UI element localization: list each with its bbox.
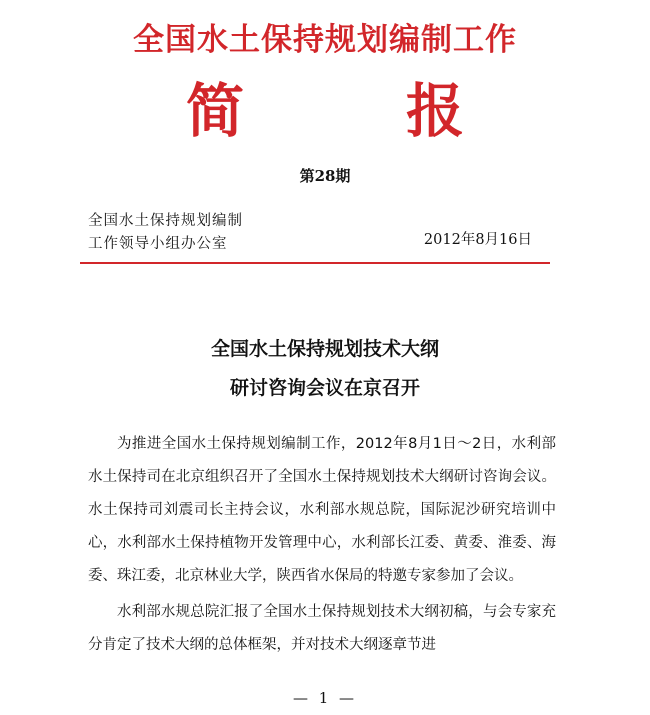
paragraph-1: 为推进全国水土保持规划编制工作，2012年8月1日～2日，水利部水土保持司在北京组织召开了全国水土保持规划技术大纲研讨咨询会议。水土保持司刘震司长主持会议，水利部水规总院，国际泥沙研究培训中心，水利部水土保持植物开发管理中心，水利部长江委、黄委、淮委、海委、珠江委，北京林业大学，陕西省水保局的特邀专家参加了会议。 [88,436,556,584]
page-number: — 1 — [292,689,358,707]
bulletin-org-title: 全国水土保持规划编制工作 [133,22,517,58]
issue-number: 第28期 [299,167,351,185]
article-title-line-1: 全国水土保持规划技术大纲 [210,338,439,360]
red-divider [80,262,550,264]
article-body [88,428,556,662]
issuer-line-1: 全国水土保持规划编制 [88,213,243,229]
article-title-line-2: 研讨咨询会议在京召开 [229,377,420,399]
issuer [88,210,243,256]
paragraph-2: 水利部水规总院汇报了全国水土保持规划技术大纲初稿，与会专家充分肯定了技术大纲的总体框架，并对技术大纲逐章节进 [88,604,556,653]
issuer-line-2: 工作领导小组办公室 [88,236,228,252]
bulletin-title-char-1: 简 [185,77,244,145]
bulletin-title-char-2: 报 [405,77,464,145]
issue-date: 2012年8月16日 [423,232,532,248]
bulletin-title [0,64,650,148]
